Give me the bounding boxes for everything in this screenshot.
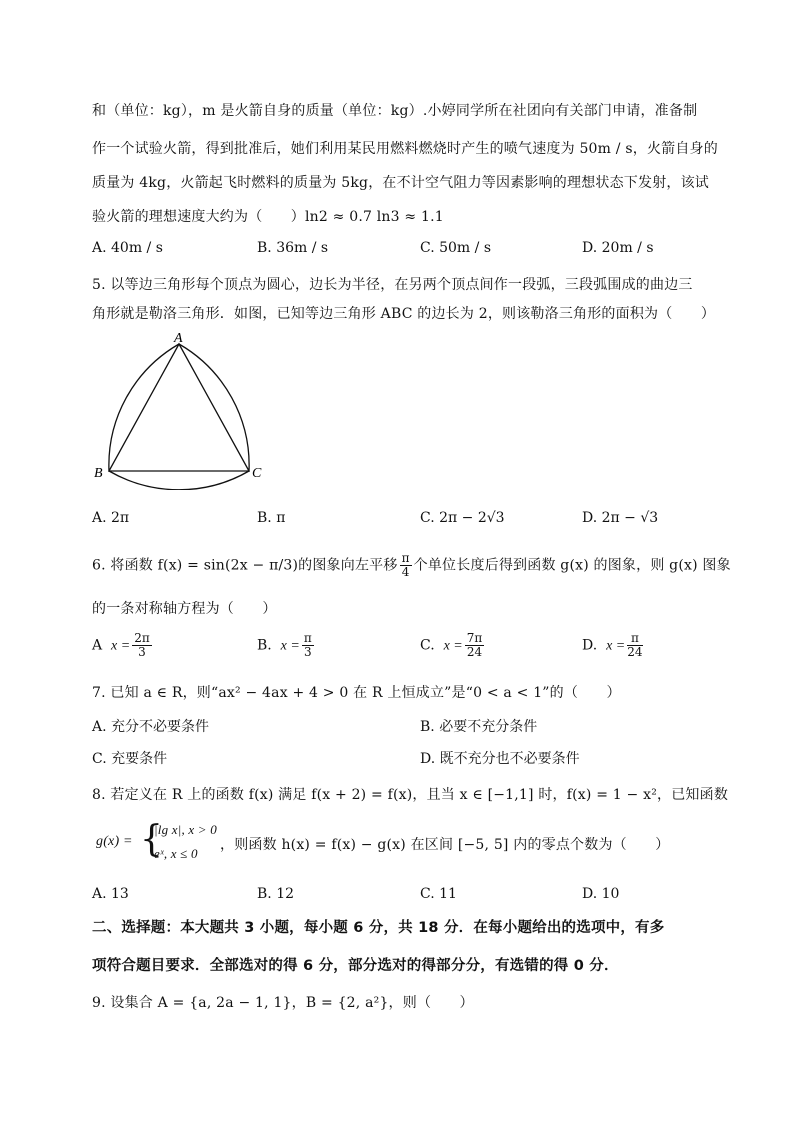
q7-text-line-1: 7. 已知 a ∈ R，则“ax² − 4ax + 4 > 0 在 R 上恒成立”是“0 < a < 1”的（ ） bbox=[92, 685, 621, 701]
q5-option-d: D. 2π − √3 bbox=[582, 510, 659, 526]
q6-text-line-1 bbox=[92, 552, 731, 579]
reuleaux-arcs bbox=[109, 344, 249, 490]
q4-option-b: B. 36m / s bbox=[257, 240, 329, 256]
q7-option-c: C. 充要条件 bbox=[92, 751, 168, 767]
q8-text-rest: ，则函数 h(x) = f(x) − g(x) 在区间 [−5, 5] 内的零点个数为（ ） bbox=[220, 837, 670, 853]
q8-text-line-1: 8. 若定义在 R 上的函数 f(x) 满足 f(x + 2) = f(x)，且当 x ∈ [−1,1] 时，f(x) = 1 − x²，已知函数 bbox=[92, 787, 729, 803]
section-2-heading-line-2: 项符合题目要求．全部选对的得 6 分，部分选对的得部分分，有选错的得 0 分． bbox=[92, 958, 619, 974]
q6-option-d: D. x = $\frac{\pi}{24}$ bbox=[582, 631, 643, 659]
q5-text-line-1: 5. 以等边三角形每个顶点为圆心，边长为半径，在另两个顶点间作一段弧，三段弧围成的曲边三 bbox=[92, 277, 693, 293]
q6-option-a: A x = $\frac{2\pi}{3}$ bbox=[92, 631, 150, 659]
q6-option-b: B. x = $\frac{\pi}{3}$ bbox=[257, 631, 312, 659]
q8-option-a: A. 13 bbox=[92, 886, 129, 902]
q4-text-line-2: 作一个试验火箭，得到批准后，她们利用某民用燃料燃烧时产生的喷气速度为 50m / s，火箭自身的 bbox=[92, 141, 718, 157]
q4-option-d: D. 20m / s bbox=[582, 240, 654, 256]
vertex-label-c: C bbox=[252, 466, 262, 481]
q4-text-line-1: 和（单位：kg），m 是火箭自身的质量（单位：kg）.小婷同学所在社团向有关部门申请，准备制 bbox=[92, 103, 698, 119]
q8-option-b: B. 12 bbox=[257, 886, 295, 902]
vertex-label-a: A bbox=[174, 331, 183, 346]
q7-option-d: D. 既不充分也不必要条件 bbox=[420, 751, 580, 767]
q6-option-c: C. x = $\frac{7\pi}{24}$ bbox=[420, 631, 483, 659]
section-2-heading-line-1: 二、选择题：本大题共 3 小题，每小题 6 分，共 18 分．在每小题给出的选项中，有多 bbox=[92, 920, 665, 936]
q5-text-line-2: 角形就是勒洛三角形．如图，已知等边三角形 ABC 的边长为 2，则该勒洛三角形的面积为（ ） bbox=[92, 306, 716, 322]
q7-option-a: A. 充分不必要条件 bbox=[92, 719, 210, 735]
q6-rest-text: 个单位长度后得到函数 g(x) 的图象，则 g(x) 图象 bbox=[413, 557, 731, 574]
q8-case-1: |lg x|, x > 0 bbox=[154, 822, 217, 837]
q8-g-lhs: g(x) = bbox=[96, 834, 133, 849]
q4-option-c: C. 50m / s bbox=[420, 240, 492, 256]
vertex-label-b: B bbox=[94, 466, 103, 481]
q8-option-c: C. 11 bbox=[420, 886, 457, 902]
q6-text-line-2: 的一条对称轴方程为（ ） bbox=[92, 601, 277, 617]
q5-option-a: A. 2π bbox=[92, 510, 130, 526]
q4-text-line-4: 验火箭的理想速度大约为（ ）ln2 ≈ 0.7 ln3 ≈ 1.1 bbox=[92, 209, 444, 225]
q4-text-line-3: 质量为 4kg，火箭起飞时燃料的质量为 5kg，在不计空气阻力等因素影响的理想状态下发射，该试 bbox=[92, 175, 710, 191]
q4-option-a: A. 40m / s bbox=[92, 240, 163, 256]
q6-sin-argument: (2x − π/3) bbox=[224, 557, 299, 574]
q8-option-d: D. 10 bbox=[582, 886, 620, 902]
q8-brace: { bbox=[140, 819, 164, 860]
q5-option-c: C. 2π − 2√3 bbox=[420, 510, 505, 526]
q6-function-def: 6. 将函数 f(x) = sin bbox=[92, 557, 225, 574]
q7-option-b: B. 必要不充分条件 bbox=[420, 719, 538, 735]
q9-text-line-1: 9. 设集合 A = {a, 2a − 1, 1}，B = {2, a²}，则（ ） bbox=[92, 995, 474, 1011]
q6-shift-fraction: $\frac{\pi}{4}$ bbox=[401, 551, 410, 579]
q5-option-b: B. π bbox=[257, 510, 286, 526]
q6-shift-text: 的图象向左平移 bbox=[298, 557, 398, 574]
equilateral-triangle-abc bbox=[109, 344, 249, 471]
q8-case-2: eˣ, x ≤ 0 bbox=[154, 846, 198, 861]
reuleaux-triangle-figure bbox=[88, 330, 278, 490]
